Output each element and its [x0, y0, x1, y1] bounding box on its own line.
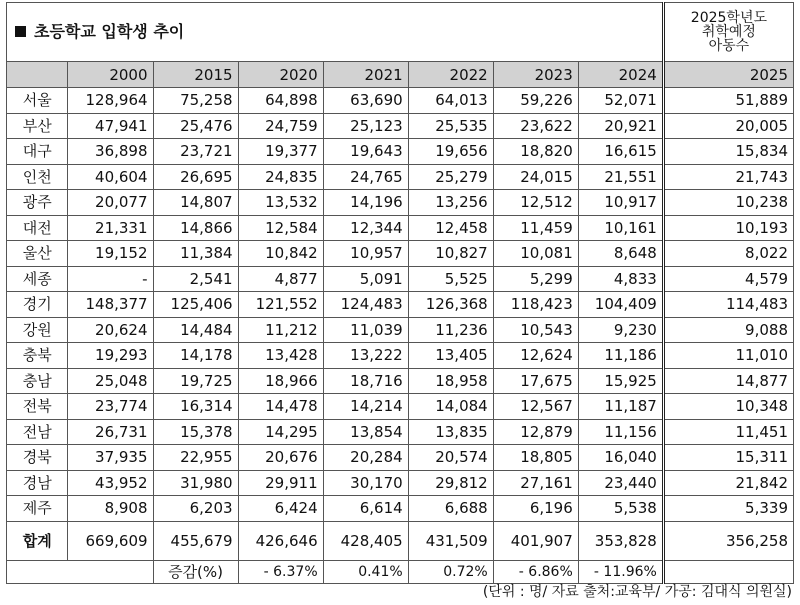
value-cell: 8,908	[68, 496, 153, 522]
value-cell: 5,299	[493, 266, 578, 292]
total-value-cell: 455,679	[153, 521, 238, 560]
value-cell: 11,384	[153, 241, 238, 267]
value-cell: 10,161	[578, 215, 663, 241]
value-cell: 14,084	[408, 394, 493, 420]
value-cell: 10,842	[238, 241, 323, 267]
value-cell: 12,344	[323, 215, 408, 241]
total-projection-cell: 356,258	[663, 521, 793, 560]
table-row	[7, 139, 794, 165]
value-cell: 14,214	[323, 394, 408, 420]
value-cell: -	[68, 266, 153, 292]
table-row	[7, 88, 794, 114]
table-row	[7, 317, 794, 343]
projection-note-line: 2025학년도	[690, 10, 767, 26]
value-cell: 30,170	[323, 470, 408, 496]
value-cell: 14,484	[153, 317, 238, 343]
region-label: 세종	[7, 266, 68, 292]
projection-cell: 21,743	[663, 164, 793, 190]
value-cell: 18,716	[323, 368, 408, 394]
value-cell: 13,854	[323, 419, 408, 445]
value-cell: 15,925	[578, 368, 663, 394]
change-value-cell: - 6.86%	[493, 560, 578, 583]
table-row	[7, 164, 794, 190]
projection-note-line: 아동수	[708, 38, 750, 54]
region-label: 충남	[7, 368, 68, 394]
table-row	[7, 266, 794, 292]
value-cell: 23,721	[153, 139, 238, 165]
change-value-cell: - 11.96%	[578, 560, 663, 583]
value-cell: 75,258	[153, 88, 238, 114]
value-cell: 11,039	[323, 317, 408, 343]
table-row	[7, 394, 794, 420]
projection-cell: 5,339	[663, 496, 793, 522]
value-cell: 13,428	[238, 343, 323, 369]
table-row	[7, 368, 794, 394]
value-cell: 63,690	[323, 88, 408, 114]
value-cell: 121,552	[238, 292, 323, 318]
value-cell: 20,921	[578, 113, 663, 139]
year-header: 2024	[578, 62, 663, 88]
change-projection-cell	[663, 560, 793, 583]
value-cell: 18,820	[493, 139, 578, 165]
value-cell: 124,483	[323, 292, 408, 318]
region-label: 인천	[7, 164, 68, 190]
enrollment-table	[6, 2, 794, 584]
value-cell: 4,877	[238, 266, 323, 292]
table-row	[7, 470, 794, 496]
region-label: 경남	[7, 470, 68, 496]
year-header: 2023	[493, 62, 578, 88]
value-cell: 12,624	[493, 343, 578, 369]
value-cell: 6,203	[153, 496, 238, 522]
value-cell: 43,952	[68, 470, 153, 496]
projection-cell: 51,889	[663, 88, 793, 114]
value-cell: 9,230	[578, 317, 663, 343]
projection-cell: 4,579	[663, 266, 793, 292]
value-cell: 22,955	[153, 445, 238, 471]
value-cell: 6,688	[408, 496, 493, 522]
year-header: 2022	[408, 62, 493, 88]
value-cell: 126,368	[408, 292, 493, 318]
value-cell: 4,833	[578, 266, 663, 292]
value-cell: 23,774	[68, 394, 153, 420]
year-header: 2020	[238, 62, 323, 88]
header-corner	[7, 62, 68, 88]
value-cell: 148,377	[68, 292, 153, 318]
value-cell: 12,584	[238, 215, 323, 241]
projection-cell: 10,348	[663, 394, 793, 420]
value-cell: 64,898	[238, 88, 323, 114]
projection-cell: 14,877	[663, 368, 793, 394]
value-cell: 14,807	[153, 190, 238, 216]
total-row	[7, 521, 794, 560]
value-cell: 2,541	[153, 266, 238, 292]
projection-cell: 11,010	[663, 343, 793, 369]
value-cell: 13,405	[408, 343, 493, 369]
table-row	[7, 445, 794, 471]
value-cell: 24,835	[238, 164, 323, 190]
value-cell: 12,512	[493, 190, 578, 216]
projection-cell: 11,451	[663, 419, 793, 445]
value-cell: 29,911	[238, 470, 323, 496]
value-cell: 31,980	[153, 470, 238, 496]
value-cell: 19,656	[408, 139, 493, 165]
value-cell: 52,071	[578, 88, 663, 114]
value-cell: 12,879	[493, 419, 578, 445]
region-label: 제주	[7, 496, 68, 522]
projection-cell: 15,834	[663, 139, 793, 165]
table-row	[7, 292, 794, 318]
change-value-cell: 0.41%	[323, 560, 408, 583]
value-cell: 14,196	[323, 190, 408, 216]
region-label: 강원	[7, 317, 68, 343]
projection-cell: 114,483	[663, 292, 793, 318]
value-cell: 25,123	[323, 113, 408, 139]
value-cell: 19,293	[68, 343, 153, 369]
value-cell: 10,917	[578, 190, 663, 216]
value-cell: 104,409	[578, 292, 663, 318]
year-header: 2015	[153, 62, 238, 88]
value-cell: 12,567	[493, 394, 578, 420]
region-label: 광주	[7, 190, 68, 216]
region-label: 경북	[7, 445, 68, 471]
projection-cell: 9,088	[663, 317, 793, 343]
table-title	[7, 3, 664, 62]
value-cell: 14,866	[153, 215, 238, 241]
value-cell: 11,236	[408, 317, 493, 343]
value-cell: 19,377	[238, 139, 323, 165]
table-title-text: 초등학교 입학생 추이	[34, 22, 185, 41]
total-value-cell: 401,907	[493, 521, 578, 560]
projection-cell: 8,022	[663, 241, 793, 267]
projection-year-header: 2025	[663, 62, 793, 88]
value-cell: 21,331	[68, 215, 153, 241]
source-note: (단위 : 명/ 자료 출처:교육부/ 가공: 김대식 의원실)	[482, 584, 792, 600]
region-label: 전남	[7, 419, 68, 445]
total-value-cell: 431,509	[408, 521, 493, 560]
value-cell: 5,091	[323, 266, 408, 292]
value-cell: 125,406	[153, 292, 238, 318]
region-label: 서울	[7, 88, 68, 114]
change-row-spacer	[7, 560, 154, 583]
header-row	[7, 62, 794, 88]
value-cell: 19,152	[68, 241, 153, 267]
projection-note-line: 취학예정	[701, 24, 756, 40]
value-cell: 14,478	[238, 394, 323, 420]
value-cell: 19,725	[153, 368, 238, 394]
table-row	[7, 343, 794, 369]
total-value-cell: 426,646	[238, 521, 323, 560]
change-value-cell: - 6.37%	[238, 560, 323, 583]
value-cell: 10,827	[408, 241, 493, 267]
table-row	[7, 190, 794, 216]
value-cell: 11,459	[493, 215, 578, 241]
region-label: 부산	[7, 113, 68, 139]
value-cell: 21,551	[578, 164, 663, 190]
table-body	[7, 3, 794, 584]
value-cell: 14,178	[153, 343, 238, 369]
value-cell: 11,212	[238, 317, 323, 343]
table-row	[7, 113, 794, 139]
value-cell: 36,898	[68, 139, 153, 165]
value-cell: 13,532	[238, 190, 323, 216]
value-cell: 11,186	[578, 343, 663, 369]
change-label: 증감(%)	[153, 560, 238, 583]
value-cell: 10,081	[493, 241, 578, 267]
change-value-cell: 0.72%	[408, 560, 493, 583]
value-cell: 59,226	[493, 88, 578, 114]
value-cell: 20,077	[68, 190, 153, 216]
value-cell: 5,538	[578, 496, 663, 522]
region-label: 대전	[7, 215, 68, 241]
projection-note	[663, 3, 793, 62]
table-row	[7, 215, 794, 241]
value-cell: 20,624	[68, 317, 153, 343]
value-cell: 11,187	[578, 394, 663, 420]
region-label: 전북	[7, 394, 68, 420]
value-cell: 11,156	[578, 419, 663, 445]
year-header: 2000	[68, 62, 153, 88]
region-label: 경기	[7, 292, 68, 318]
value-cell: 6,614	[323, 496, 408, 522]
value-cell: 40,604	[68, 164, 153, 190]
value-cell: 16,314	[153, 394, 238, 420]
value-cell: 14,295	[238, 419, 323, 445]
value-cell: 25,535	[408, 113, 493, 139]
value-cell: 26,731	[68, 419, 153, 445]
value-cell: 128,964	[68, 88, 153, 114]
value-cell: 10,957	[323, 241, 408, 267]
value-cell: 18,958	[408, 368, 493, 394]
table-row	[7, 496, 794, 522]
value-cell: 13,222	[323, 343, 408, 369]
table-row	[7, 419, 794, 445]
total-label: 합계	[7, 521, 68, 560]
value-cell: 29,812	[408, 470, 493, 496]
value-cell: 24,759	[238, 113, 323, 139]
value-cell: 20,284	[323, 445, 408, 471]
region-label: 울산	[7, 241, 68, 267]
value-cell: 47,941	[68, 113, 153, 139]
value-cell: 25,279	[408, 164, 493, 190]
value-cell: 18,805	[493, 445, 578, 471]
value-cell: 15,378	[153, 419, 238, 445]
value-cell: 64,013	[408, 88, 493, 114]
change-row	[7, 560, 794, 583]
value-cell: 16,040	[578, 445, 663, 471]
value-cell: 17,675	[493, 368, 578, 394]
value-cell: 24,015	[493, 164, 578, 190]
value-cell: 25,048	[68, 368, 153, 394]
value-cell: 37,935	[68, 445, 153, 471]
value-cell: 18,966	[238, 368, 323, 394]
value-cell: 26,695	[153, 164, 238, 190]
value-cell: 23,440	[578, 470, 663, 496]
value-cell: 24,765	[323, 164, 408, 190]
title-row	[7, 3, 794, 62]
total-value-cell: 669,609	[68, 521, 153, 560]
value-cell: 13,835	[408, 419, 493, 445]
projection-cell: 10,193	[663, 215, 793, 241]
region-label: 충북	[7, 343, 68, 369]
projection-cell: 21,842	[663, 470, 793, 496]
year-header: 2021	[323, 62, 408, 88]
value-cell: 20,676	[238, 445, 323, 471]
value-cell: 20,574	[408, 445, 493, 471]
value-cell: 19,643	[323, 139, 408, 165]
projection-cell: 20,005	[663, 113, 793, 139]
region-label: 대구	[7, 139, 68, 165]
total-value-cell: 353,828	[578, 521, 663, 560]
value-cell: 13,256	[408, 190, 493, 216]
value-cell: 6,196	[493, 496, 578, 522]
value-cell: 6,424	[238, 496, 323, 522]
table-row	[7, 241, 794, 267]
projection-cell: 15,311	[663, 445, 793, 471]
value-cell: 23,622	[493, 113, 578, 139]
value-cell: 10,543	[493, 317, 578, 343]
value-cell: 16,615	[578, 139, 663, 165]
value-cell: 12,458	[408, 215, 493, 241]
square-bullet-icon	[15, 26, 26, 37]
total-value-cell: 428,405	[323, 521, 408, 560]
value-cell: 5,525	[408, 266, 493, 292]
value-cell: 118,423	[493, 292, 578, 318]
value-cell: 8,648	[578, 241, 663, 267]
value-cell: 25,476	[153, 113, 238, 139]
projection-cell: 10,238	[663, 190, 793, 216]
value-cell: 27,161	[493, 470, 578, 496]
